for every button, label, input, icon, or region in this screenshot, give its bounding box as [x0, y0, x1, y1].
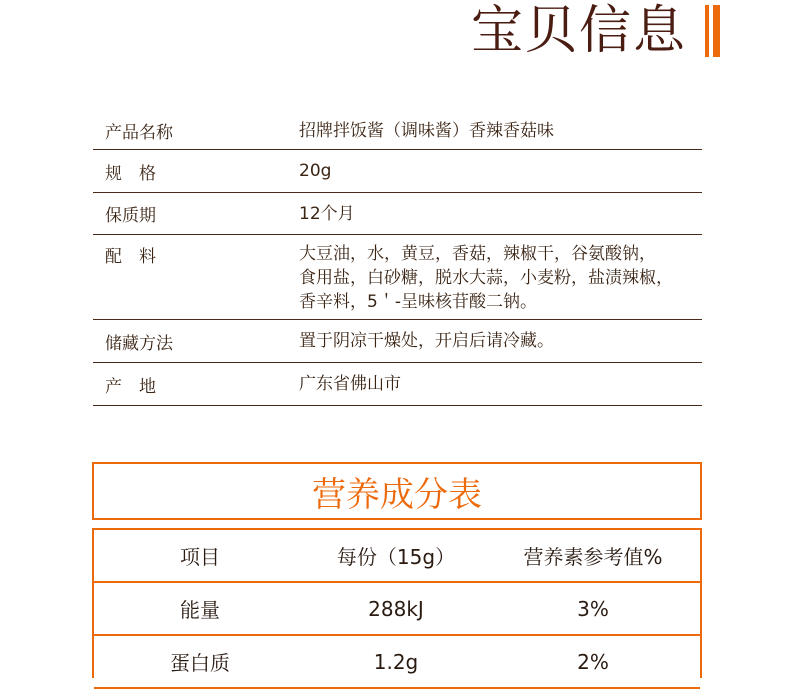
info-label: 配 料	[105, 247, 156, 267]
nutrition-table	[92, 528, 702, 678]
info-label: 保质期	[105, 206, 156, 226]
product-info-table	[93, 112, 702, 406]
nutrition-cell: 1.2g	[373, 649, 419, 674]
info-value: 置于阴凉干燥处，开启后请冷藏。	[299, 331, 554, 351]
info-value: 招牌拌饭酱（调味酱）香辣香菇味	[299, 120, 554, 141]
info-label: 规 格	[105, 163, 156, 184]
nutrition-header-cell: 营养素参考值%	[523, 545, 663, 569]
ingredients-line: 大豆油，水，黄豆，香菇，辣椒干，谷氨酸钠，	[299, 244, 656, 264]
nutrition-cell: 能量	[180, 598, 220, 622]
nutrition-header-cell: 项目	[180, 545, 220, 569]
info-value	[299, 242, 702, 314]
nutrition-cell: 3%	[577, 596, 609, 621]
info-row-spec	[93, 150, 702, 193]
ingredients-line: 香辛料，5＇-呈味核苷酸二钠。	[299, 292, 537, 312]
nutrition-row	[94, 636, 700, 689]
nutrition-cell: 蛋白质	[170, 651, 230, 675]
info-label: 产品名称	[105, 123, 173, 143]
header	[471, 0, 720, 62]
ingredients-line: 食用盐，白砂糖，脱水大蒜，小麦粉，盐渍辣椒，	[299, 268, 673, 288]
title-accent-bars	[701, 5, 720, 57]
accent-bar	[705, 5, 709, 57]
nutrition-row	[94, 583, 700, 636]
page-title: 宝贝信息	[470, 1, 687, 61]
info-value: 12个月	[299, 203, 355, 224]
nutrition-title: 营养成分表	[92, 462, 702, 520]
nutrition-header-cell: 每份（15g）	[336, 545, 456, 569]
info-row-name	[93, 112, 702, 150]
info-value: 广东省佛山市	[299, 374, 401, 394]
nutrition-cell: 288kJ	[368, 596, 424, 621]
info-label: 产 地	[105, 376, 156, 397]
info-row-ingredients	[93, 235, 702, 320]
nutrition-cell: 2%	[577, 649, 609, 674]
info-label: 储藏方法	[105, 333, 173, 354]
info-row-storage	[93, 320, 702, 363]
info-value: 20g	[299, 161, 332, 181]
accent-bar	[713, 5, 720, 57]
info-row-shelf-life	[93, 193, 702, 235]
info-row-origin	[93, 363, 702, 406]
nutrition-header-row	[94, 530, 700, 583]
